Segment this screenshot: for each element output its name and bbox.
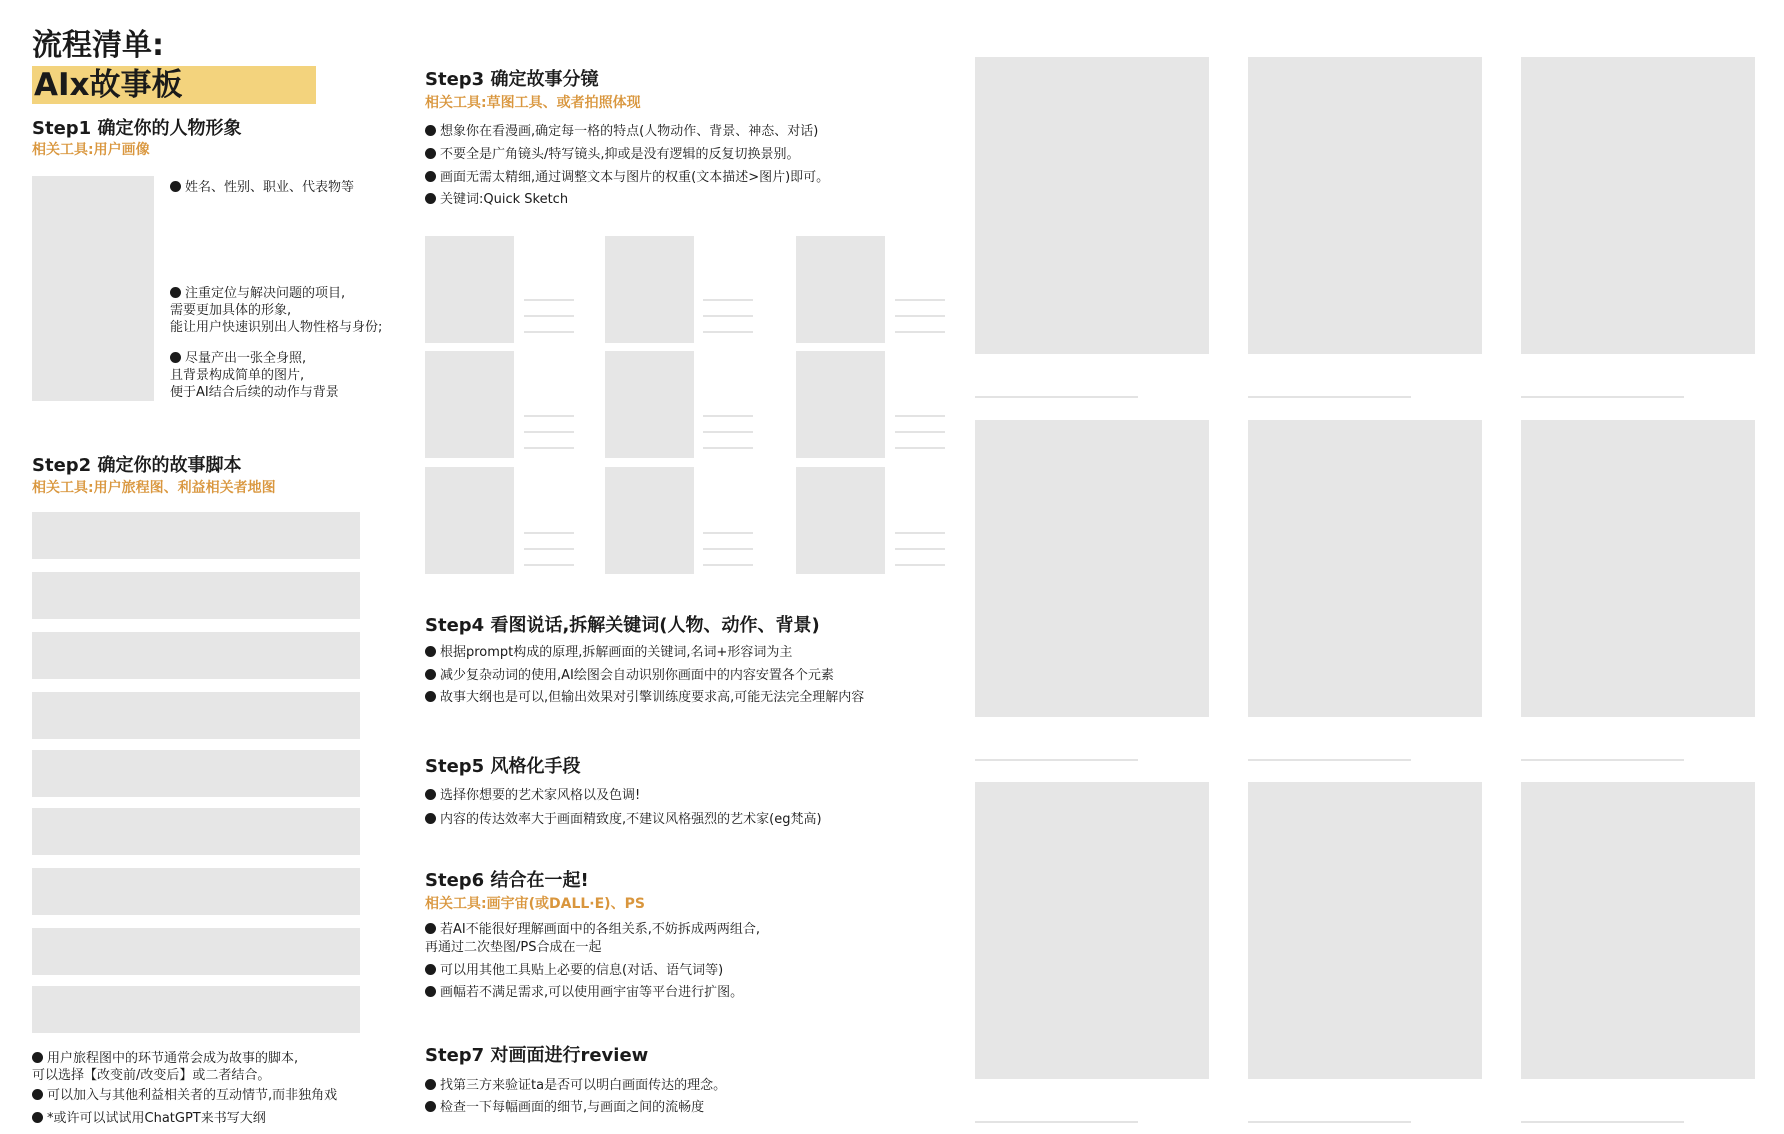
- sketch-frame: [605, 236, 694, 343]
- sketch-note-line: [703, 315, 753, 317]
- storyboard-panel: [1521, 420, 1755, 717]
- bullet-dot: [425, 789, 436, 800]
- script-row-placeholder: [32, 692, 360, 739]
- step3-bullet-2: 不要全是广角镜头/特写镜头,抑或是没有逻辑的反复切换景别。: [425, 146, 800, 163]
- panel-caption-line: [1521, 396, 1684, 398]
- step7-bullet-2: 检查一下每幅画面的细节,与画面之间的流畅度: [425, 1099, 704, 1116]
- sketch-note-line: [895, 299, 945, 301]
- step2-title: Step2 确定你的故事脚本: [32, 455, 242, 476]
- bullet-dot: [425, 691, 436, 702]
- sketch-note-line: [895, 564, 945, 566]
- sketch-note-line: [703, 299, 753, 301]
- step1-bullet-2-cont: 能让用户快速识别出人物性格与身份;: [170, 320, 383, 335]
- bullet-dot: [170, 352, 181, 363]
- bullet-dot: [425, 923, 436, 934]
- sketch-note-line: [895, 532, 945, 534]
- storyboard-panel: [975, 782, 1209, 1079]
- sketch-note-line: [895, 431, 945, 433]
- panel-caption-line: [975, 1121, 1138, 1123]
- bullet-dot: [425, 646, 436, 657]
- step3-title: Step3 确定故事分镜: [425, 69, 599, 90]
- step1-bullet-3-cont: 便于AI结合后续的动作与背景: [170, 385, 339, 400]
- step7-bullet-1: 找第三方来验证ta是否可以明白画面传达的理念。: [425, 1077, 726, 1094]
- sketch-frame: [425, 236, 514, 343]
- bullet-dot: [425, 813, 436, 824]
- step3-tool: 相关工具:草图工具、或者拍照体现: [425, 95, 641, 111]
- bullet-dot: [425, 125, 436, 136]
- panel-caption-line: [1248, 1121, 1411, 1123]
- step3-bullet-4: 关键词:Quick Sketch: [425, 191, 568, 208]
- step1-bullet-3-cont: 且背景构成简单的图片,: [170, 368, 305, 383]
- sketch-note-line: [895, 447, 945, 449]
- sketch-frame: [796, 351, 885, 458]
- bullet-dot: [425, 193, 436, 204]
- bullet-dot: [170, 181, 181, 192]
- panel-caption-line: [1248, 759, 1411, 761]
- step4-bullet-3: 故事大纲也是可以,但输出效果对引擎训练度要求高,可能无法完全理解内容: [425, 689, 864, 706]
- script-row-placeholder: [32, 750, 360, 797]
- sketch-frame: [425, 467, 514, 574]
- bullet-dot: [425, 986, 436, 997]
- sketch-note-line: [703, 331, 753, 333]
- step5-title: Step5 风格化手段: [425, 756, 581, 777]
- panel-caption-line: [1521, 1121, 1684, 1123]
- step1-tool: 相关工具:用户画像: [32, 142, 150, 158]
- step7-title: Step7 对画面进行review: [425, 1045, 649, 1066]
- sketch-note-line: [703, 415, 753, 417]
- step6-bullet-2: 可以用其他工具贴上必要的信息(对话、语气词等): [425, 962, 723, 979]
- sketch-note-line: [703, 431, 753, 433]
- sketch-note-line: [703, 447, 753, 449]
- step4-bullet-2: 减少复杂动词的使用,AI绘图会自动识别你画面中的内容安置各个元素: [425, 667, 834, 684]
- script-row-placeholder: [32, 572, 360, 619]
- sketch-note-line: [524, 315, 574, 317]
- bullet-dot: [425, 1101, 436, 1112]
- panel-caption-line: [975, 759, 1138, 761]
- sketch-note-line: [703, 532, 753, 534]
- sketch-note-line: [524, 564, 574, 566]
- bullet-dot: [32, 1052, 43, 1063]
- sketch-frame: [796, 236, 885, 343]
- bullet-dot: [425, 1079, 436, 1090]
- sketch-note-line: [524, 447, 574, 449]
- sketch-note-line: [524, 299, 574, 301]
- sketch-note-line: [703, 548, 753, 550]
- step2-bullet-1: 用户旅程图中的环节通常会成为故事的脚本,: [32, 1050, 298, 1067]
- step6-bullet-1-cont: 再通过二次垫图/PS合成在一起: [425, 940, 602, 955]
- sketch-note-line: [524, 431, 574, 433]
- step4-title: Step4 看图说话,拆解关键词(人物、动作、背景): [425, 615, 820, 636]
- step2-tool: 相关工具:用户旅程图、利益相关者地图: [32, 480, 276, 496]
- page-title-line2: AIx故事板: [34, 67, 183, 103]
- step2-bullet-2: 可以加入与其他利益相关者的互动情节,而非独角戏: [32, 1087, 337, 1104]
- panel-caption-line: [1521, 759, 1684, 761]
- storyboard-panel: [975, 420, 1209, 717]
- step1-bullet-2: 注重定位与解决问题的项目,: [170, 285, 345, 302]
- script-row-placeholder: [32, 868, 360, 915]
- sketch-frame: [605, 467, 694, 574]
- storyboard-panel: [975, 57, 1209, 354]
- step2-bullet-1-cont: 可以选择【改变前/改变后】或二者结合。: [32, 1068, 271, 1083]
- script-row-placeholder: [32, 986, 360, 1033]
- bullet-dot: [425, 171, 436, 182]
- sketch-note-line: [895, 331, 945, 333]
- bullet-dot: [425, 669, 436, 680]
- bullet-dot: [32, 1112, 43, 1123]
- sketch-frame: [605, 351, 694, 458]
- sketch-note-line: [703, 564, 753, 566]
- panel-caption-line: [975, 396, 1138, 398]
- step1-bullet-2-cont: 需要更加具体的形象,: [170, 303, 292, 318]
- sketch-note-line: [524, 415, 574, 417]
- step6-title: Step6 结合在一起!: [425, 870, 589, 891]
- sketch-note-line: [895, 415, 945, 417]
- step3-bullet-1: 想象你在看漫画,确定每一格的特点(人物动作、背景、神态、对话): [425, 123, 818, 140]
- character-image-placeholder: [32, 176, 154, 401]
- storyboard-panel: [1248, 57, 1482, 354]
- storyboard-panel: [1521, 782, 1755, 1079]
- script-row-placeholder: [32, 928, 360, 975]
- sketch-note-line: [524, 532, 574, 534]
- sketch-note-line: [524, 548, 574, 550]
- script-row-placeholder: [32, 632, 360, 679]
- step4-bullet-1: 根据prompt构成的原理,拆解画面的关键词,名词+形容词为主: [425, 644, 792, 661]
- storyboard-panel: [1248, 420, 1482, 717]
- step5-bullet-1: 选择你想要的艺术家风格以及色调!: [425, 787, 640, 804]
- script-row-placeholder: [32, 512, 360, 559]
- step5-bullet-2: 内容的传达效率大于画面精致度,不建议风格强烈的艺术家(eg梵高): [425, 811, 822, 828]
- bullet-dot: [170, 287, 181, 298]
- step1-title: Step1 确定你的人物形象: [32, 118, 242, 139]
- sketch-note-line: [895, 548, 945, 550]
- panel-caption-line: [1248, 396, 1411, 398]
- sketch-frame: [796, 467, 885, 574]
- bullet-dot: [425, 148, 436, 159]
- sketch-note-line: [895, 315, 945, 317]
- bullet-dot: [425, 964, 436, 975]
- storyboard-panel: [1521, 57, 1755, 354]
- step1-bullet-3: 尽量产出一张全身照,: [170, 350, 306, 367]
- bullet-dot: [32, 1089, 43, 1100]
- step6-bullet-1: 若AI不能很好理解画面中的各组关系,不妨拆成两两组合,: [425, 921, 760, 938]
- step3-bullet-3: 画面无需太精细,通过调整文本与图片的权重(文本描述>图片)即可。: [425, 169, 829, 186]
- step2-bullet-3: *或许可以试试用ChatGPT来书写大纲: [32, 1110, 266, 1127]
- storyboard-panel: [1248, 782, 1482, 1079]
- step6-tool: 相关工具:画宇宙(或DALL·E)、PS: [425, 896, 645, 912]
- step6-bullet-3: 画幅若不满足需求,可以使用画宇宙等平台进行扩图。: [425, 984, 743, 1001]
- sketch-frame: [425, 351, 514, 458]
- script-row-placeholder: [32, 808, 360, 855]
- page-title-line1: 流程清单:: [32, 28, 164, 63]
- sketch-note-line: [524, 331, 574, 333]
- step1-bullet-1: 姓名、性别、职业、代表物等: [170, 179, 354, 196]
